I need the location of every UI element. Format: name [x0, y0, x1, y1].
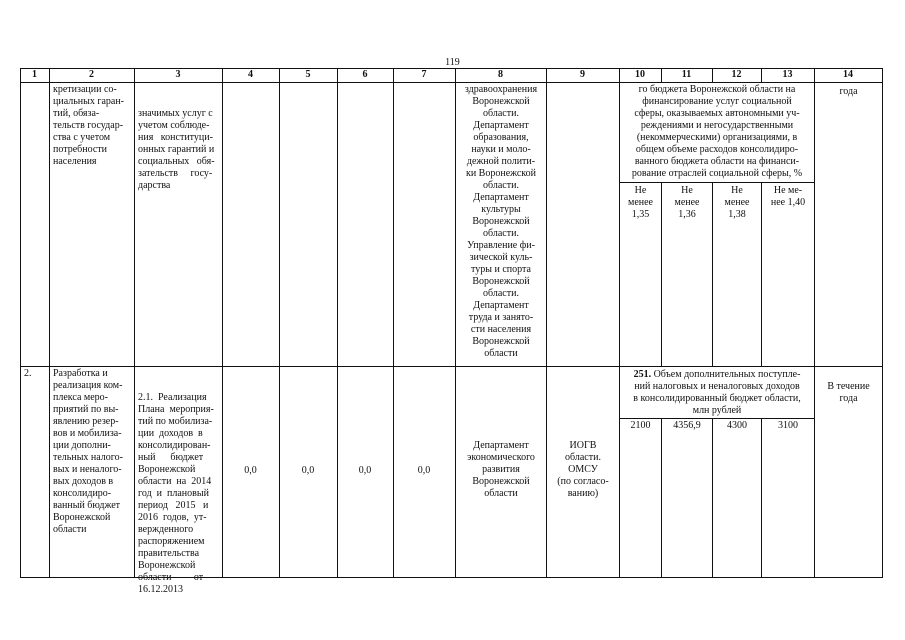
- row2-col2-text: Разработка и реализация ком- плекса меро- приятий по вы- явлению резер- вов и мобилиза- ции дополни- тельных налого- вых и неналого- вых доходов в консолидиро- ванный бюджет Воронежской области: [53, 368, 123, 535]
- header-col-4: 4: [248, 69, 253, 80]
- row2-col5-value: 0,0: [301, 465, 315, 476]
- header-col-2: 2: [89, 69, 94, 80]
- row2-col8-text: Департамент экономического развития Воронежской области: [467, 440, 535, 499]
- row2-number: 2.: [24, 368, 32, 379]
- col-border-3: [222, 68, 223, 578]
- row1-col11-value: Не менее 1,36: [674, 185, 700, 220]
- row2-col4-value: 0,0: [244, 465, 257, 476]
- row2-col10-value: 2100: [630, 420, 651, 431]
- row2-col6-value: 0,0: [358, 465, 372, 476]
- col-border-12b: [761, 182, 762, 366]
- col-border-5: [337, 68, 338, 578]
- header-col-12: 12: [731, 69, 742, 80]
- col-border-2: [134, 68, 135, 578]
- col-border-11c: [712, 418, 713, 578]
- row2-col7-value: 0,0: [417, 465, 431, 476]
- row2-col11-value: 4356,9: [673, 420, 701, 431]
- header-col-8: 8: [498, 69, 503, 80]
- header-col-5: 5: [305, 69, 311, 80]
- col-border-6: [393, 68, 394, 578]
- col-border-14: [882, 68, 883, 578]
- indicator-divider-2: [619, 418, 814, 419]
- indicator-number: 251.: [633, 369, 652, 380]
- row2-col14-text: В течение года: [827, 381, 870, 404]
- row2-col9-text: ИОГВ области. ОМСУ (по согласо- ванию): [557, 440, 609, 499]
- row2-col13-value: 3100: [778, 420, 798, 431]
- header-col-6: 6: [362, 69, 368, 80]
- header-col-9: 9: [580, 69, 585, 80]
- row1-col12-value: Не менее 1,38: [724, 185, 750, 220]
- col-border-1: [49, 68, 50, 578]
- col-border-0: [20, 68, 21, 578]
- col-border-4: [279, 68, 280, 578]
- row1-col14-text: года: [839, 86, 858, 97]
- row2-col3-text: 2.1. Реализация Плана мероприя- тий по мобилиза- ции доходов в консолидирован- ный бюджет Воронежской области на 2014 год и плановый период 2015 и 2016 годов, ут- вержденного распоряжением правительства Воронежской области от 16.12.2013: [138, 392, 214, 595]
- row1-col3-text: значимых услуг с учетом соблюде- ния конституци- онных гарантий и социальных обя- зательств госу- дарства: [138, 108, 215, 191]
- col-border-10c: [661, 418, 662, 578]
- page-number: 119: [445, 57, 460, 68]
- row2-col12-value: 4300: [727, 420, 747, 431]
- row1-col8-text: здравоохранения Воронежской области. Департамент образования, науки и моло- дежной полити- ки Воронежской области. Департамент культуры Воронежской области. Управление фи- зической куль- туры и спорта Воронежской области. Департамент труда и занято- сти населения Воронежской области: [464, 84, 538, 359]
- row1-col10-value: Не менее 1,35: [628, 185, 653, 220]
- header-col-7: 7: [421, 69, 427, 80]
- col-border-13: [814, 68, 815, 578]
- row1-indicator-text: го бюджета Воронежской области на финансирование услуг социальной сферы, оказываемых автономными уч- реждениями и негосударственными (некоммерческими) организациями, в общем объеме расходов консолидиро- ванного бюджета области на финанси- рование отраслей социальной сферы, %: [631, 84, 803, 179]
- row2-indicator-text: 251. Объем дополнительных поступле- ний налоговых и неналоговых доходов в консолидированный бюджет области, млн рублей: [633, 369, 801, 416]
- row-divider: [20, 366, 883, 367]
- header-col-11: 11: [681, 69, 692, 80]
- header-col-1: 1: [32, 69, 37, 80]
- header-col-14: 14: [843, 69, 853, 80]
- header-col-10: 10: [635, 69, 645, 80]
- indicator-divider-1: [619, 182, 814, 183]
- col-border-8: [546, 68, 547, 578]
- header-bottom-border: [20, 82, 883, 83]
- col-border-12c: [761, 418, 762, 578]
- header-col-3: 3: [175, 69, 181, 80]
- row1-col13-value: Не ме- нее 1,40: [770, 185, 806, 208]
- row1-col2-text: кретизации со- циальных гаран- тий, обяза- тельств государ- ства с учетом потребности населения: [53, 84, 125, 167]
- header-col-13: 13: [782, 69, 793, 80]
